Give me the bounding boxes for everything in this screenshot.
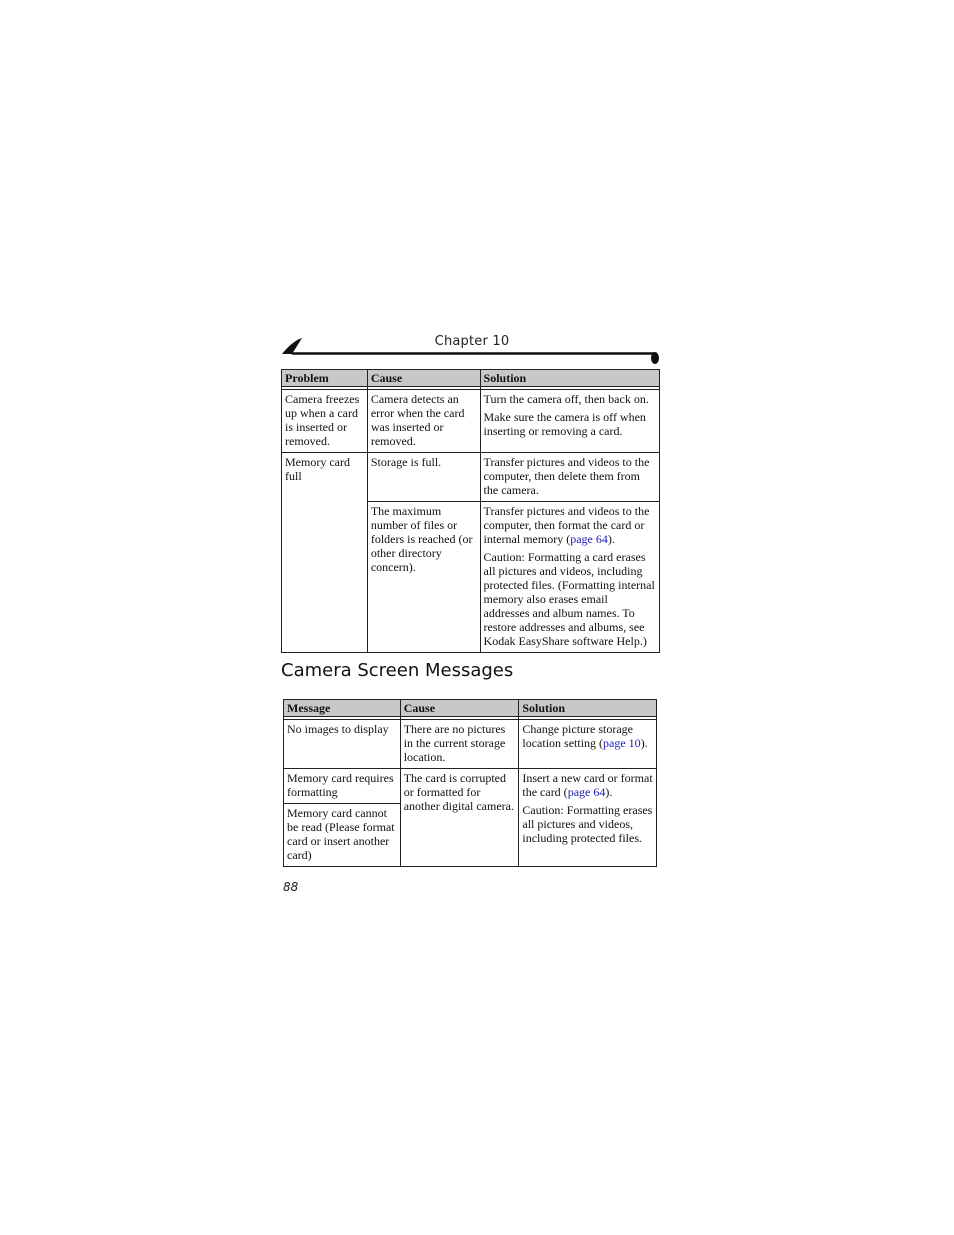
solution-cell: Change picture storage location setting (page 10).	[519, 720, 657, 769]
table-row	[282, 453, 660, 502]
column-header-problem: Problem	[282, 370, 368, 387]
cause-cell: The card is corrupted or formatted for another digital camera.	[400, 769, 519, 867]
column-header-solution: Solution	[519, 700, 657, 717]
problem-cell: Memory card full	[282, 453, 368, 653]
column-header-message: Message	[284, 700, 401, 717]
chapter-label: Chapter 10	[434, 334, 510, 349]
cause-cell: The maximum number of files or folders is reached (or other directory concern).	[367, 502, 480, 653]
table-row	[284, 769, 657, 804]
column-header-cause: Cause	[367, 370, 480, 387]
solution-cell: Turn the camera off, then back on. Make sure the camera is off when inserting or removing a card.	[480, 390, 659, 453]
column-header-cause: Cause	[400, 700, 519, 717]
cause-cell: Camera detects an error when the card was inserted or removed.	[367, 390, 480, 453]
solution-cell: Insert a new card or format the card (page 64). Caution: Formatting erases all pictures and videos, including protected files.	[519, 769, 657, 867]
chapter-header	[282, 330, 662, 366]
message-cell: Memory card requires formatting	[284, 769, 401, 804]
solution-cell: Transfer pictures and videos to the computer, then format the card or internal memory (page 64). Caution: Formatting a card erases all pictures and videos, including protected files. (Formatting internal memory also erases email addresses and album names. To restore addresses and albums, see Kodak EasyShare software Help.)	[480, 502, 659, 653]
page-number: 88	[283, 880, 299, 894]
cause-cell: There are no pictures in the current storage location.	[400, 720, 519, 769]
camera-messages-table	[283, 699, 657, 867]
cause-cell: Storage is full.	[367, 453, 480, 502]
column-header-solution: Solution	[480, 370, 659, 387]
table-row	[282, 390, 660, 453]
solution-cell: Transfer pictures and videos to the computer, then delete them from the camera.	[480, 453, 659, 502]
problem-cell: Camera freezes up when a card is inserted or removed.	[282, 390, 368, 453]
table-row	[284, 720, 657, 769]
troubleshooting-table-memory	[281, 369, 660, 653]
page-64-link[interactable]: page 64	[570, 532, 608, 546]
message-cell: Memory card cannot be read (Please format card or insert another card)	[284, 804, 401, 867]
page-10-link[interactable]: page 10	[603, 736, 641, 750]
page-64-link[interactable]: page 64	[567, 785, 606, 799]
message-cell: No images to display	[284, 720, 401, 769]
section-title: Camera Screen Messages	[281, 660, 514, 681]
